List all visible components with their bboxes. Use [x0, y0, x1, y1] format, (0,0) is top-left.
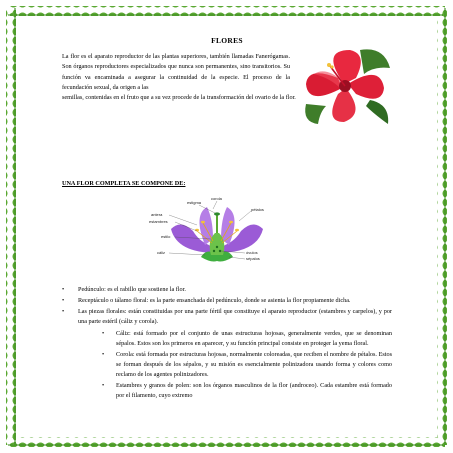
flower-parts-diagram: [147, 193, 287, 271]
label-sepalos: sépalos: [246, 256, 260, 261]
intro-section: [62, 52, 392, 162]
sub-list-item: • Cáliz: está formado por el conjunto de unas estructuras hojosas, generalmente verdes, que se denominan sépalos. Estos son los primeros en aparecer, y su función principal consiste en proteger la yema floral.: [102, 329, 392, 349]
sub-list-item: • Estambres y granos de polen: son los órganos masculinos de la flor (androceo). Cada estambre está formado por el filamento, cuyo extremo: [102, 381, 392, 401]
list-item: • Pedúnculo: es el rabillo que sostiene la flor.: [62, 285, 392, 295]
hibiscus-flower-image: [300, 44, 392, 128]
label-petalos: pétalos: [251, 207, 264, 212]
floral-parts-sublist: [78, 329, 392, 401]
section-heading: UNA FLOR COMPLETA SE COMPONE DE:: [62, 180, 186, 187]
list-item: • Receptáculo o tálamo floral: es la parte ensanchada del pedúnculo, donde se asienta la flor propiamente dicha.: [62, 296, 392, 306]
document-body: [62, 36, 392, 402]
label-antera: antera: [151, 212, 163, 217]
parts-list: [62, 285, 392, 401]
label-estambres: estambres: [149, 219, 168, 224]
label-corola: corola: [211, 196, 222, 201]
intro-paragraph: La flor es el aparato reproductor de las plantas superiores, también llamadas Fanerógamas. Son órganos reproductores especializados que nunca son permanentes, sino transitorios. Su función va encaminada a asegurar la continuidad de la especie. El proceso de la fecundación sexual, da origen a las: [62, 53, 290, 91]
label-ovulos: óvulos: [246, 250, 258, 255]
sub-list-item: • Corola: está formada por estructuras hojosas, normalmente coloreadas, que reciben el nombre de pétalos. Estos se forman después de los sépalos, y su misión es esencialmente polinizadora usando forma y colores como reclamo de los agentes polinizadores.: [102, 350, 392, 380]
label-estigma: estigma: [187, 200, 202, 205]
intro-paragraph-continuation: semillas, contenidas en el fruto que a su vez procede de la transformación del ovario de la flor.: [62, 94, 296, 102]
list-item-text: Las piezas florales: están constituidas por una parte fértil que constituye el aparato reproductor (estambres y carpelos), y por una parte estéril (cáliz y corola).: [78, 308, 392, 325]
label-estilo: estilo: [161, 234, 171, 239]
page-title: FLORES: [211, 36, 243, 45]
list-item: [62, 307, 392, 401]
label-caliz: cáliz: [157, 250, 166, 255]
